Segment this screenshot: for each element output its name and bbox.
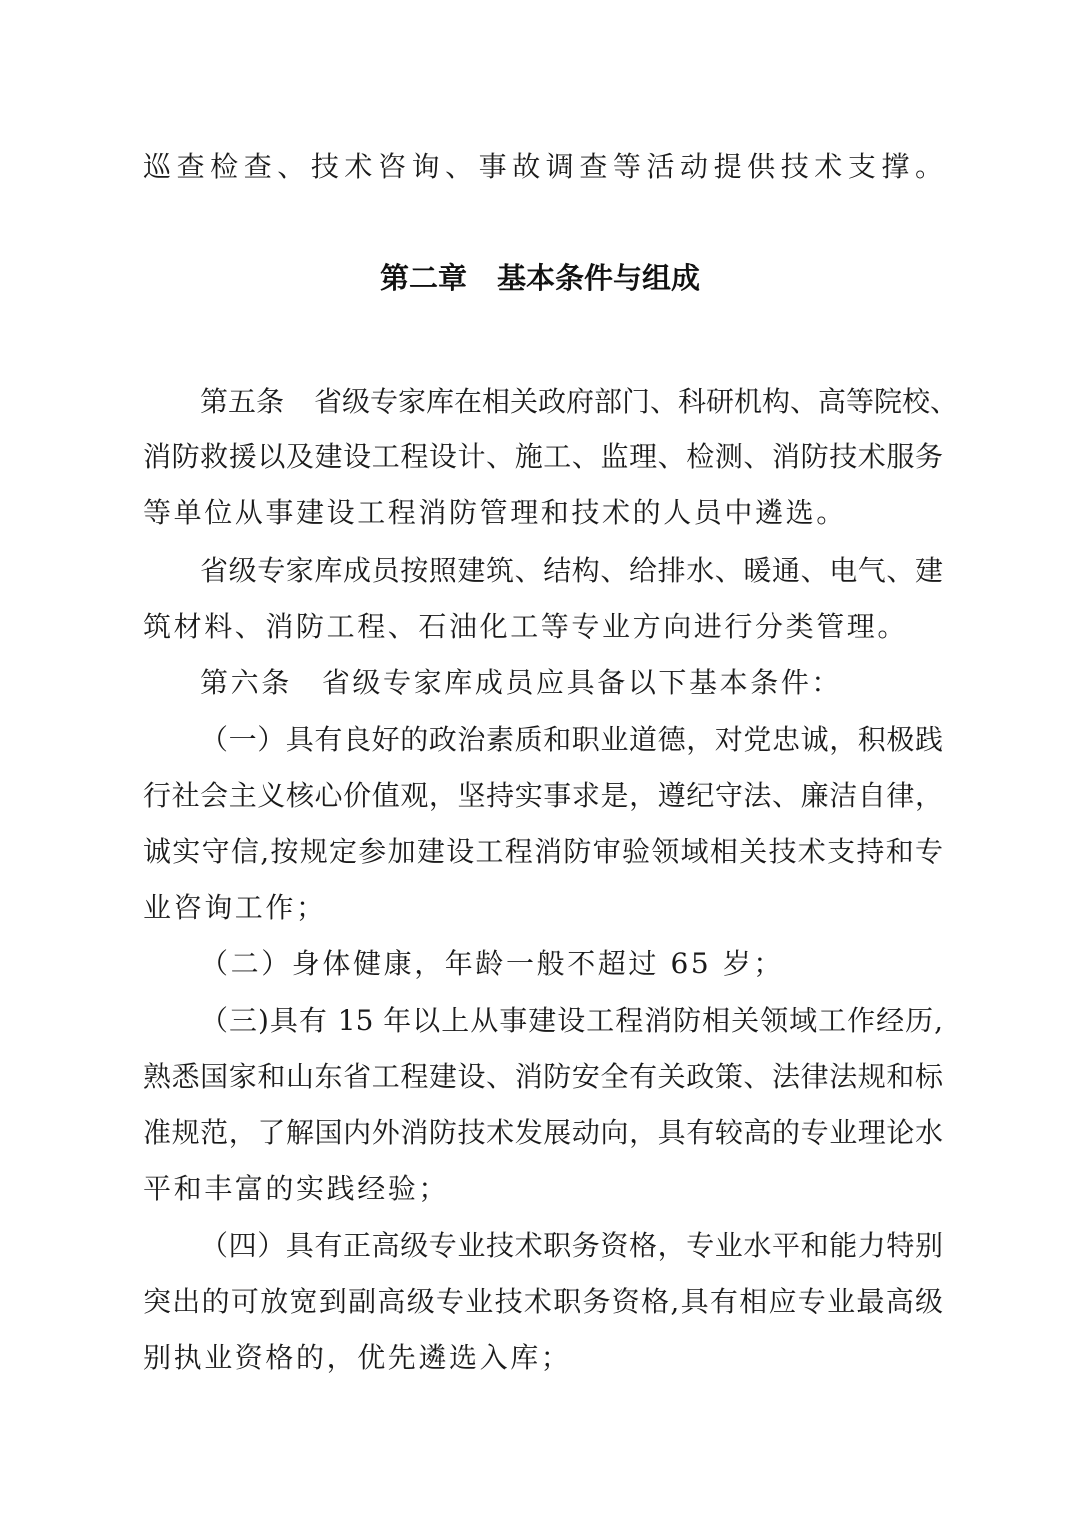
article-6-line bbox=[200, 665, 1000, 701]
chapter-heading bbox=[0, 258, 1080, 298]
item-3-line-1: （三)具有 15 年以上从事建设工程消防相关领域工作经历, bbox=[200, 1004, 943, 1037]
article-5-label: 第五条 bbox=[200, 385, 285, 418]
article-5-para2-line-2: 筑材料、消防工程、石油化工等专业方向进行分类管理。 bbox=[143, 610, 909, 643]
article-5-line-2: 消防救援以及建设工程设计、施工、监理、检测、消防技术服务 bbox=[143, 440, 943, 473]
item-3-line-4: 平和丰富的实践经验； bbox=[143, 1172, 450, 1205]
article-5-text-1: 省级专家库在相关政府部门、科研机构、高等院校、 bbox=[314, 385, 959, 418]
item-4-line-3: 别执业资格的，优先遴选入库； bbox=[143, 1341, 572, 1374]
item-1-line-3: 诚实守信,按规定参加建设工程消防审验领域相关技术支持和专 bbox=[143, 835, 943, 868]
item-1-line-1: （一）具有良好的政治素质和职业道德，对党忠诚，积极践 bbox=[200, 723, 943, 756]
article-6-label: 第六条 bbox=[200, 666, 292, 699]
item-4-line-2: 突出的可放宽到副高级专业技术职务资格,具有相应专业最高级 bbox=[143, 1285, 943, 1318]
continuation-line: 巡查检查、技术咨询、事故调查等活动提供技术支撑。 bbox=[143, 150, 943, 183]
item-1-line-2: 行社会主义核心价值观，坚持实事求是，遵纪守法、廉洁自律， bbox=[143, 779, 943, 812]
item-3-line-3: 准规范，了解国内外消防技术发展动向，具有较高的专业理论水 bbox=[143, 1116, 943, 1149]
item-3-line-2: 熟悉国家和山东省工程建设、消防安全有关政策、法律法规和标 bbox=[143, 1060, 943, 1093]
article-5-line-3: 等单位从事建设工程消防管理和技术的人员中遴选。 bbox=[143, 496, 847, 529]
item-4-line-1: （四）具有正高级专业技术职务资格，专业水平和能力特别 bbox=[200, 1229, 943, 1262]
chapter-number: 第二章 bbox=[379, 261, 467, 295]
article-6-intro: 省级专家库成员应具备以下基本条件： bbox=[321, 666, 843, 699]
article-5-line-1 bbox=[200, 384, 959, 420]
article-5-para2-line-1: 省级专家库成员按照建筑、结构、给排水、暖通、电气、建 bbox=[200, 554, 943, 587]
item-1-line-4: 业咨询工作； bbox=[143, 891, 327, 924]
item-2-line-1: （二）身体健康，年龄一般不超过 65 岁； bbox=[200, 947, 785, 980]
chapter-title-text: 基本条件与组成 bbox=[497, 261, 701, 295]
